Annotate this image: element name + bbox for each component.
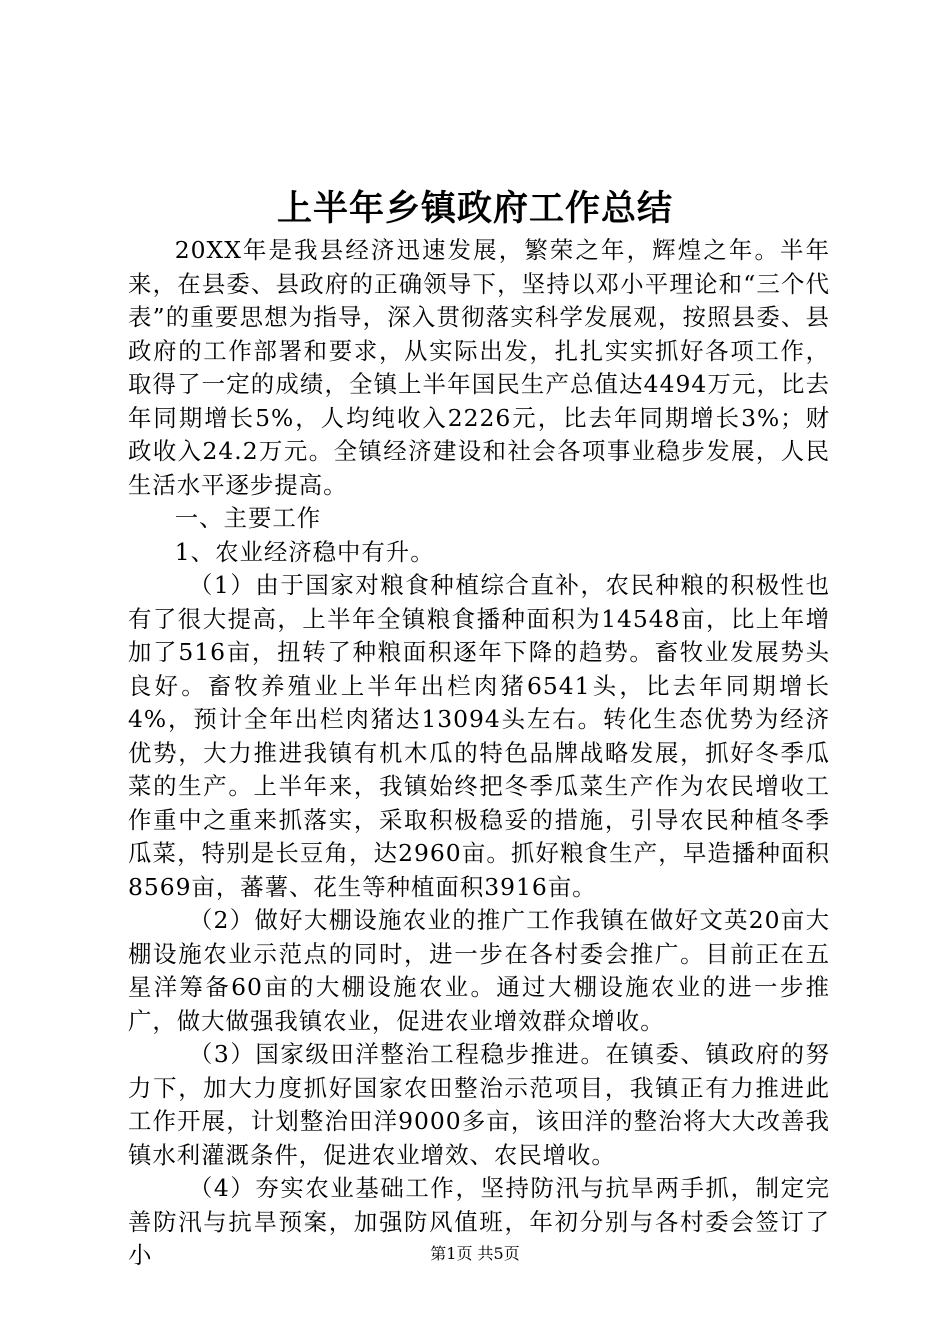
page-footer: 第1页 共5页 — [430, 1244, 520, 1263]
section-heading: 一、主要工作 — [174, 504, 322, 532]
paragraph-item-1: （1）由于国家对粮食种植综合直补，农民种粮的积极性也有了很大提高，上半年全镇粮食播种面积为14548亩，比上年增加了516亩，扭转了种粮面积逐年下降的趋势。畜牧业发展势头良好。畜牧养殖业上半年出栏肉猪6541头，比去年同期增长4%，预计全年出栏肉猪达13094头左右。转化生态优势为经济优势，大力推进我镇有机木瓜的特色品牌战略发展，抓好冬季瓜菜的生产。上半年来，我镇始终把冬季瓜菜生产作为农民增收工作重中之重来抓落实，采取积极稳妥的措施，引导农民种植冬季瓜菜，特别是长豆角，达2960亩。抓好粮食生产，早造播种面积8569亩，蕃薯、花生等种植面积3916亩。 — [128, 571, 830, 901]
paragraph-item-4: （4）夯实农业基础工作，坚持防汛与抗旱两手抓，制定完善防汛与抗旱预案，加强防风值班，年初分别与各村委会签订了小 — [128, 1174, 830, 1269]
document-title: 上半年乡镇政府工作总结 — [276, 188, 673, 229]
subsection-heading: 1、农业经济稳中有升。 — [174, 537, 435, 566]
paragraph-item-2: （2）做好大棚设施农业的推广工作我镇在做好文英20亩大棚设施农业示范点的同时，进一步在各村委会推广。目前正在五星洋筹备60亩的大棚设施农业。通过大棚设施农业的进一步推广，做大做强我镇农业，促进农业增效群众增收。 — [128, 906, 830, 1035]
paragraph-intro: 20XX年是我县经济迅速发展，繁荣之年，辉煌之年。半年来，在县委、县政府的正确领导下，坚持以邓小平理论和“三个代表”的重要思想为指导，深入贯彻落实科学发展观，按照县委、县政府的工作部署和要求，从实际出发，扎扎实实抓好各项工作，取得了一定的成绩，全镇上半年国民生产总值达4494万元，比去年同期增长5%，人均纯收入2226元，比去年同期增长3%；财政收入24.2万元。全镇经济建设和社会各项事业稳步发展，人民生活水平逐步提高。 — [128, 236, 830, 499]
document-body — [128, 234, 830, 1273]
paragraph-item-3: （3）国家级田洋整治工程稳步推进。在镇委、镇政府的努力下，加大力度抓好国家农田整治示范项目，我镇正有力推进此工作开展，计划整治田洋9000多亩，该田洋的整治将大大改善我镇水利灌溉条件，促进农业增效、农民增收。 — [128, 1040, 830, 1169]
